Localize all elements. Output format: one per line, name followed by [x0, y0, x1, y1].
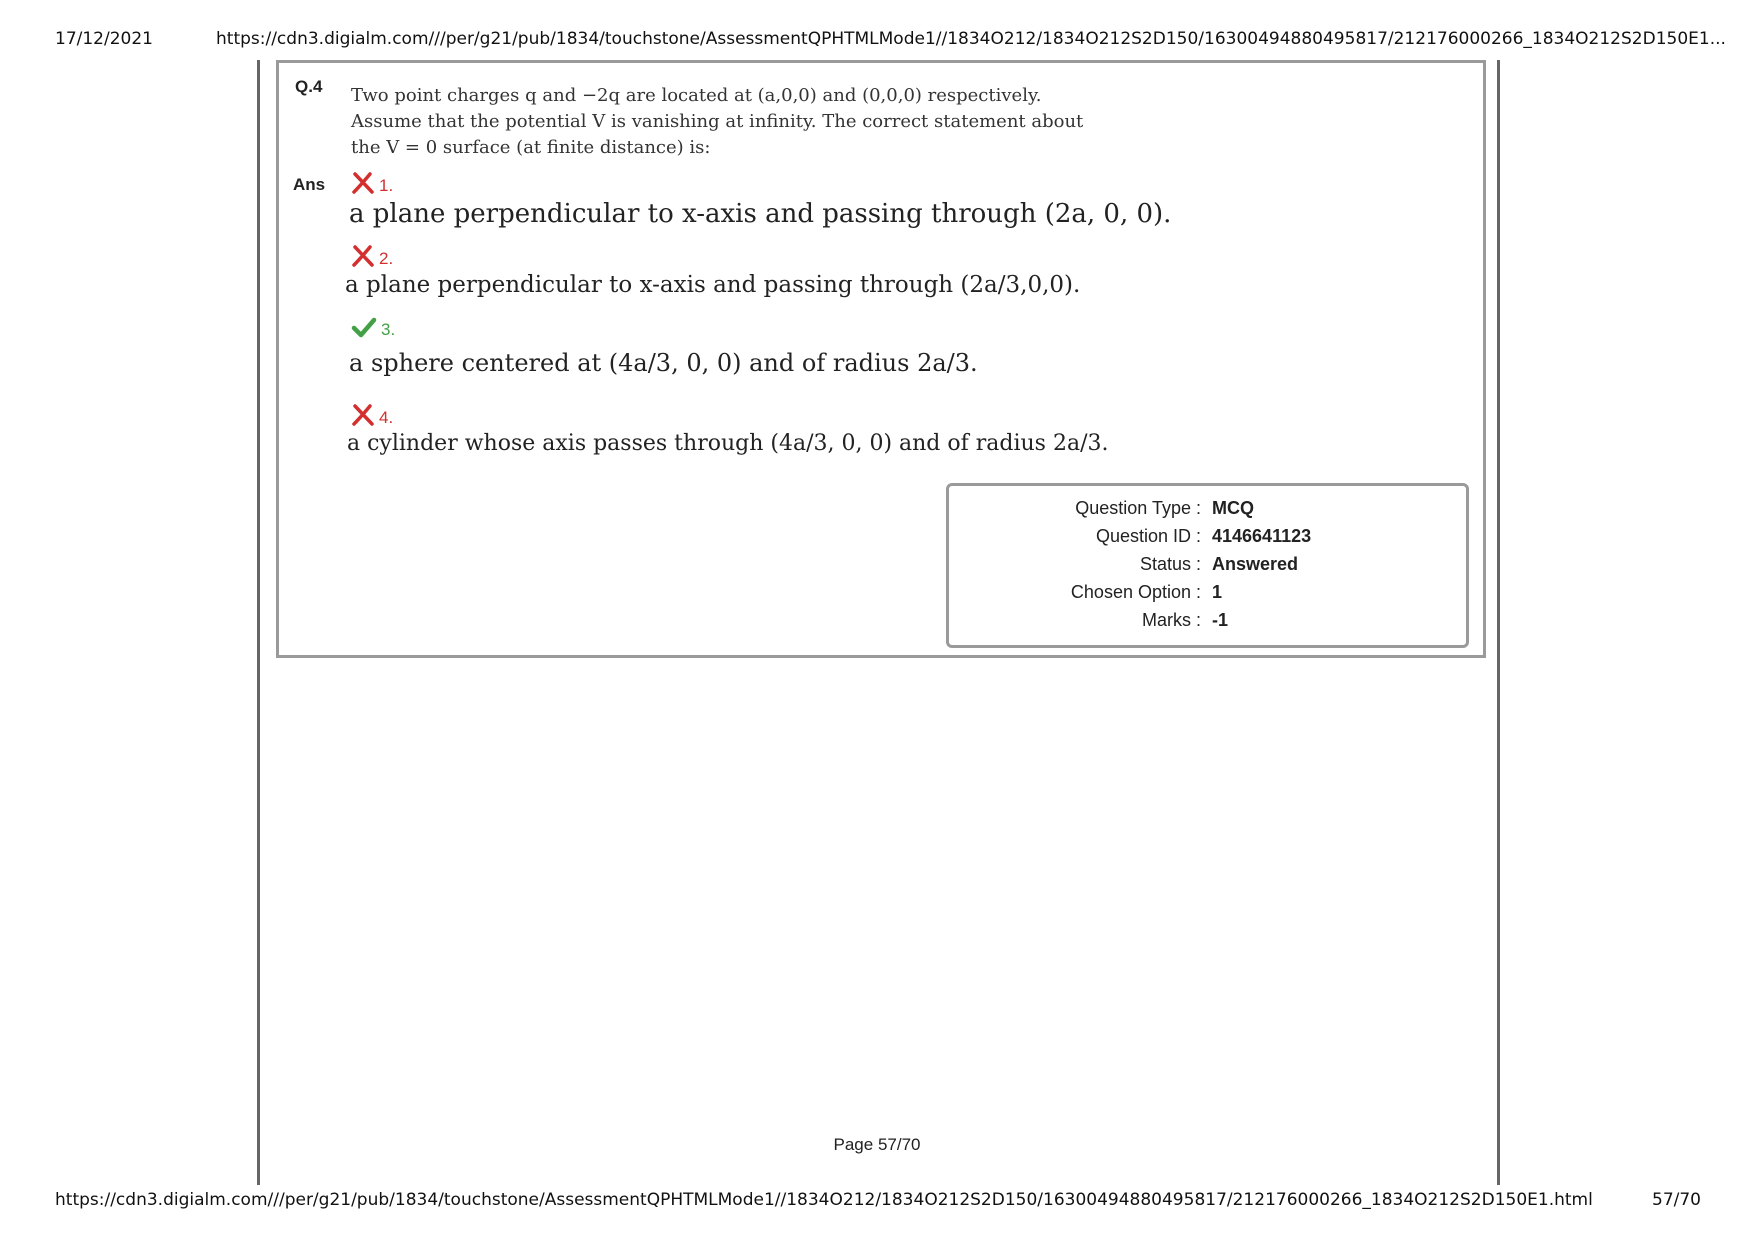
option-3-text: a sphere centered at (4a/3, 0, 0) and of radius 2a/3.: [349, 349, 978, 377]
question-type-label: Question Type :: [1075, 498, 1201, 518]
option-3-label: 3.: [381, 319, 396, 339]
option-2-text: a plane perpendicular to x-axis and passing through (2a/3,0,0).: [345, 272, 1081, 298]
question-type-row: [949, 498, 1466, 526]
question-number: Q.4: [295, 77, 323, 96]
option-3-header: [351, 315, 395, 344]
answer-label: Ans: [293, 175, 326, 194]
header-date: 17/12/2021: [55, 29, 153, 49]
cross-icon: [351, 171, 375, 200]
footer-page: 57/70: [1652, 1190, 1701, 1210]
option-4-label: 4.: [379, 407, 394, 427]
question-text: Two point charges q and −2q are located at (a,0,0) and (0,0,0) respectively. Assume that the potential V is vanishing at infinity. The correct statement about the V = 0 surface (at finite distance) is:: [351, 85, 1084, 158]
footer-url: https://cdn3.digialm.com///per/g21/pub/1834/touchstone/AssessmentQPHTMLMode1//1834O212/1834O212S2D150/16300494880495817/212176000266_1834O212S2D150E1.html: [55, 1190, 1593, 1210]
left-page-border: [257, 60, 260, 1185]
option-1-header: [351, 171, 393, 200]
question-details-box: [946, 483, 1469, 648]
option-4-header: [351, 403, 393, 432]
check-icon: [351, 315, 377, 344]
question-id-row: [949, 526, 1466, 554]
option-1-text: a plane perpendicular to x-axis and passing through (2a, 0, 0).: [349, 199, 1172, 229]
chosen-option-value: 1: [1212, 582, 1223, 602]
chosen-option-label: Chosen Option :: [1070, 582, 1201, 602]
question-id-value: 4146641123: [1212, 526, 1312, 546]
marks-row: [949, 610, 1466, 638]
status-value: Answered: [1212, 554, 1299, 574]
chosen-option-row: [949, 582, 1466, 610]
marks-label: Marks :: [1141, 610, 1201, 630]
marks-value: -1: [1212, 610, 1229, 630]
header-url: https://cdn3.digialm.com///per/g21/pub/1834/touchstone/AssessmentQPHTMLMode1//1834O212/1834O212S2D150/16300494880495817/212176000266_1834O212S2D150E1...: [216, 29, 1726, 49]
question-type-value: MCQ: [1212, 498, 1254, 518]
right-page-border: [1497, 60, 1500, 1185]
status-label: Status :: [1139, 554, 1201, 574]
cross-icon: [351, 244, 375, 273]
question-id-label: Question ID :: [1095, 526, 1201, 546]
question-panel: [276, 60, 1486, 658]
status-row: [949, 554, 1466, 582]
option-2-header: [351, 244, 393, 273]
cross-icon: [351, 403, 375, 432]
option-4-text: a cylinder whose axis passes through (4a/3, 0, 0) and of radius 2a/3.: [347, 431, 1109, 456]
option-2-label: 2.: [379, 248, 394, 268]
page-number: Page 57/70: [833, 1135, 921, 1154]
option-1-label: 1.: [379, 175, 394, 195]
